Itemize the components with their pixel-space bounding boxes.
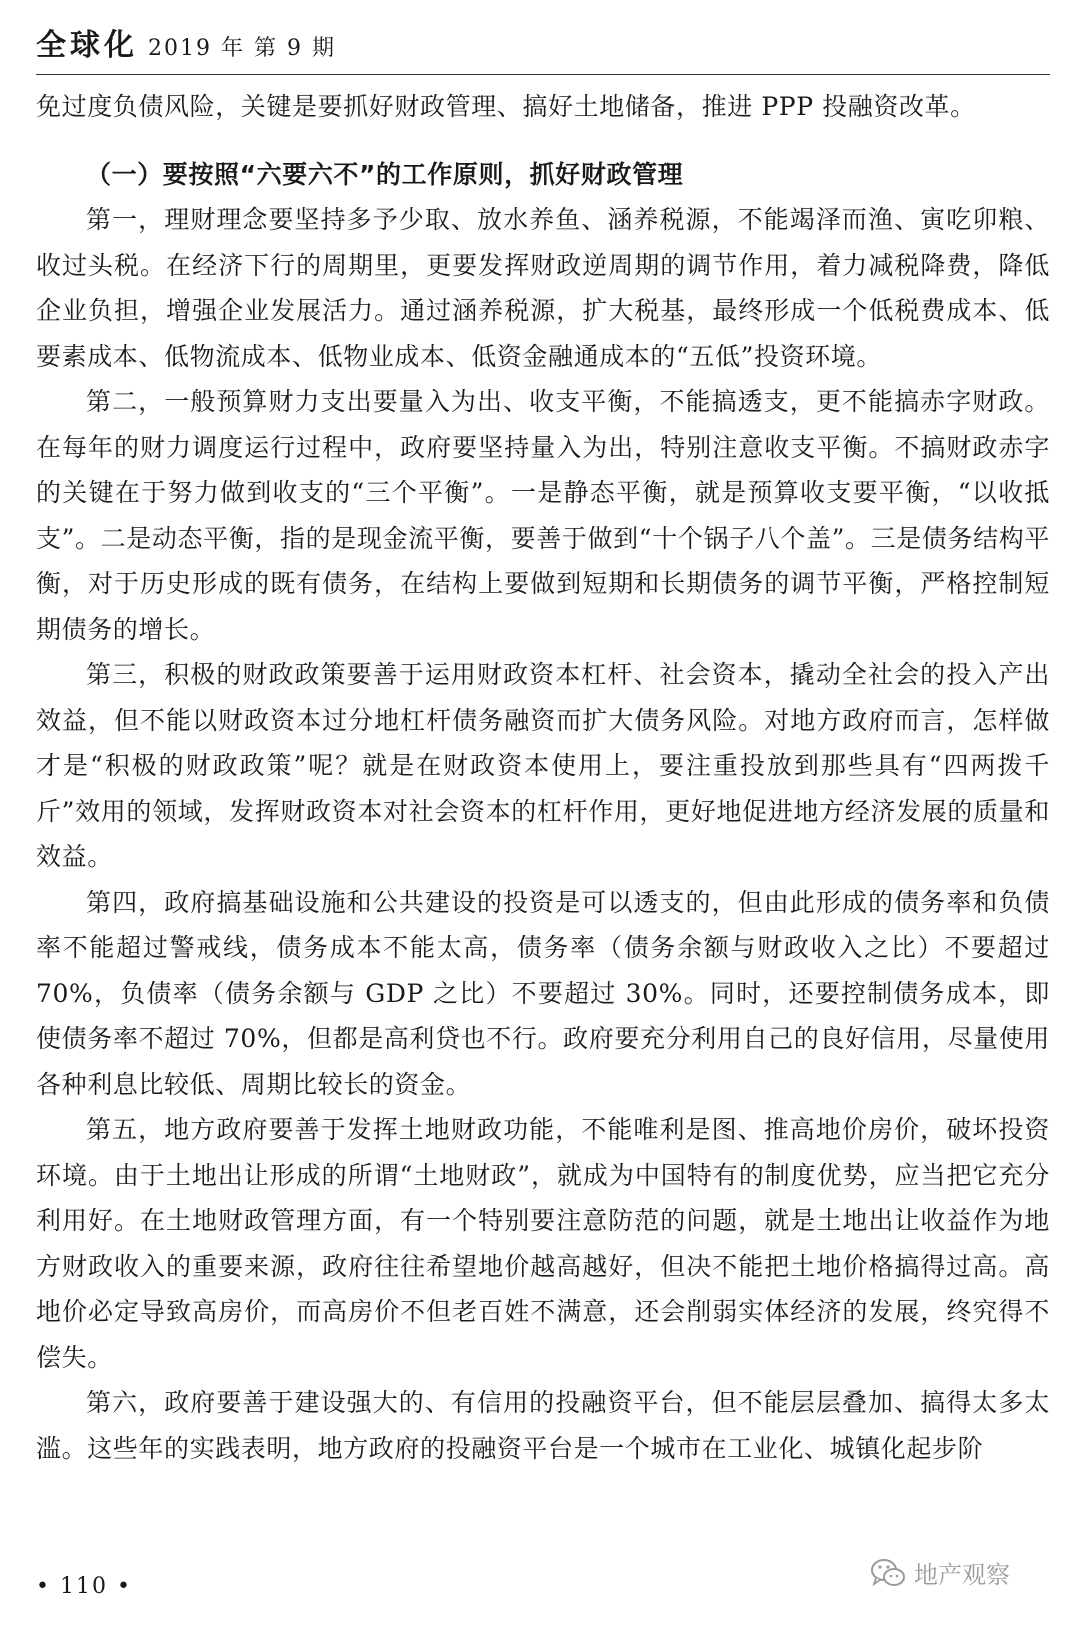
article-body xyxy=(36,84,1050,1471)
header-rule xyxy=(36,74,1050,75)
journal-name: 全球化 xyxy=(36,28,138,63)
watermark-text: 地产观察 xyxy=(914,1561,1010,1589)
paragraph-fifth: 第五，地方政府要善于发挥土地财政功能，不能唯利是图、推高地价房价，破坏投资环境。由于土地出让形成的所谓“土地财政”，就成为中国特有的制度优势，应当把它充分利用好。在土地财政管理方面，有一个特别要注意防范的问题，就是土地出让收益作为地方财政收入的重要来源，政府往往希望地价越高越好，但决不能把土地价格搞得过高。高地价必定导致高房价，而高房价不但老百姓不满意，还会削弱实体经济的发展，终究得不偿失。 xyxy=(36,1115,1050,1372)
paragraph-first: 第一，理财理念要坚持多予少取、放水养鱼、涵养税源，不能竭泽而渔、寅吃卯粮、收过头税。在经济下行的周期里，更要发挥财政逆周期的调节作用，着力减税降费，降低企业负担，增强企业发展活力。通过涵养税源，扩大税基，最终形成一个低税费成本、低要素成本、低物流成本、低物业成本、低资金融通成本的“五低”投资环境。 xyxy=(36,205,1050,371)
paragraph-fourth: 第四，政府搞基础设施和公共建设的投资是可以透支的，但由此形成的债务率和负债率不能超过警戒线，债务成本不能太高，债务率（债务余额与财政收入之比）不要超过 70%，负债率（债务余额与 GDP 之比）不要超过 30%。同时，还要控制债务成本，即使债务率不超过 70%，但都是高利贷也不行。政府要充分利用自己的良好信用，尽量使用各种利息比较低、周期比较长的资金。 xyxy=(36,887,1050,1099)
paragraph-third: 第三，积极的财政政策要善于运用财政资本杠杆、社会资本，撬动全社会的投入产出效益，但不能以财政资本过分地杠杆债务融资而扩大债务风险。对地方政府而言，怎样做才是“积极的财政政策”呢？就是在财政资本使用上，要注重投放到那些具有“四两拨千斤”效用的领域，发挥财政资本对社会资本的杠杆作用，更好地促进地方经济发展的质量和效益。 xyxy=(36,660,1050,871)
page-number: • 110 • xyxy=(36,1574,132,1599)
paragraph-second: 第二，一般预算财力支出要量入为出、收支平衡，不能搞透支，更不能搞赤字财政。在每年的财力调度运行过程中，政府要坚持量入为出，特别注意收支平衡。不搞财政赤字的关键在于努力做到收支的“三个平衡”。一是静态平衡，就是预算收支要平衡，“以收抵支”。二是动态平衡，指的是现金流平衡，要善于做到“十个锅子八个盖”。三是债务结构平衡，对于历史形成的既有债务，在结构上要做到短期和长期债务的调节平衡，严格控制短期债务的增长。 xyxy=(36,387,1050,644)
issue-label: 2019 年 第 9 期 xyxy=(148,36,336,61)
watermark xyxy=(870,1555,1010,1590)
running-header xyxy=(36,20,336,64)
wechat-icon xyxy=(870,1557,906,1589)
paragraph-sixth: 第六，政府要善于建设强大的、有信用的投融资平台，但不能层层叠加、搞得太多太滥。这些年的实践表明，地方政府的投融资平台是一个城市在工业化、城镇化起步阶 xyxy=(36,1388,1050,1463)
section-heading: （一）要按照“六要六不”的工作原则，抓好财政管理 xyxy=(86,159,684,189)
paragraph-continuation: 免过度负债风险，关键是要抓好财政管理、搞好土地储备，推进 PPP 投融资改革。 xyxy=(36,92,976,121)
